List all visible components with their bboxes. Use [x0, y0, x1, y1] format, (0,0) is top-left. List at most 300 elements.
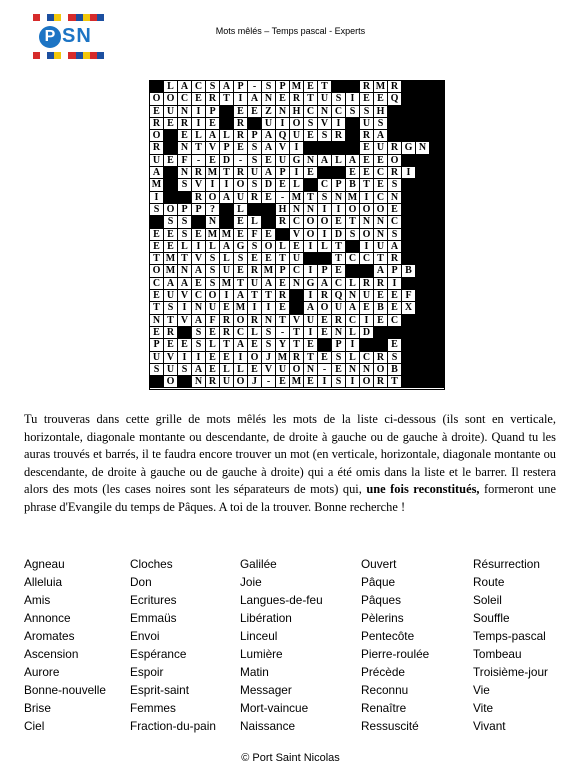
- grid-letter-cell: R: [192, 192, 206, 204]
- grid-letter-cell: U: [220, 265, 234, 277]
- grid-letter-cell: Q: [276, 130, 290, 142]
- grid-letter-cell: U: [290, 130, 304, 142]
- logo-flag: [40, 14, 47, 21]
- grid-letter-cell: E: [178, 339, 192, 351]
- grid-letter-cell: E: [164, 241, 178, 253]
- grid-letter-cell: S: [332, 352, 346, 364]
- grid-letter-cell: N: [276, 106, 290, 118]
- grid-letter-cell: E: [304, 339, 318, 351]
- word-list-item: Ascension: [24, 647, 79, 661]
- grid-black-cell: [430, 130, 444, 142]
- grid-black-cell: [402, 376, 416, 388]
- grid-letter-cell: I: [290, 142, 304, 154]
- grid-letter-cell: C: [318, 179, 332, 191]
- grid-letter-cell: P: [248, 130, 262, 142]
- grid-letter-cell: E: [164, 339, 178, 351]
- grid-letter-cell: S: [388, 179, 402, 191]
- grid-letter-cell: T: [360, 179, 374, 191]
- grid-black-cell: [402, 278, 416, 290]
- grid-letter-cell: G: [290, 155, 304, 167]
- word-list-item: Linceul: [240, 629, 278, 643]
- grid-letter-cell: T: [290, 327, 304, 339]
- logo-flag: [33, 52, 40, 59]
- grid-letter-cell: A: [234, 290, 248, 302]
- word-list-item: Espoir: [130, 665, 164, 679]
- word-list-item: Bonne-nouvelle: [24, 683, 106, 697]
- grid-letter-cell: T: [332, 253, 346, 265]
- grid-letter-cell: E: [206, 327, 220, 339]
- grid-letter-cell: O: [164, 376, 178, 388]
- grid-black-cell: [150, 81, 164, 93]
- grid-letter-cell: U: [318, 93, 332, 105]
- grid-letter-cell: I: [318, 204, 332, 216]
- grid-letter-cell: I: [206, 179, 220, 191]
- grid-letter-cell: R: [220, 315, 234, 327]
- grid-letter-cell: -: [248, 81, 262, 93]
- word-list-item: Aurore: [24, 665, 60, 679]
- grid-black-cell: [416, 315, 430, 327]
- grid-black-cell: [430, 364, 444, 376]
- grid-letter-cell: C: [360, 253, 374, 265]
- grid-letter-cell: E: [332, 265, 346, 277]
- grid-letter-cell: A: [192, 265, 206, 277]
- grid-letter-cell: E: [206, 155, 220, 167]
- grid-black-cell: [164, 192, 178, 204]
- word-list-item: Femmes: [130, 701, 176, 715]
- grid-letter-cell: E: [374, 155, 388, 167]
- grid-letter-cell: V: [192, 253, 206, 265]
- grid-letter-cell: N: [346, 290, 360, 302]
- grid-letter-cell: O: [150, 93, 164, 105]
- grid-letter-cell: U: [290, 253, 304, 265]
- grid-black-cell: [290, 290, 304, 302]
- grid-black-cell: [150, 376, 164, 388]
- grid-letter-cell: E: [290, 241, 304, 253]
- grid-letter-cell: U: [164, 106, 178, 118]
- word-list-item: Vivant: [473, 719, 506, 733]
- grid-black-cell: [262, 204, 276, 216]
- grid-letter-cell: L: [178, 241, 192, 253]
- grid-black-cell: [388, 106, 402, 118]
- grid-letter-cell: E: [304, 81, 318, 93]
- grid-black-cell: [178, 327, 192, 339]
- word-list-item: Galilée: [240, 557, 277, 571]
- grid-letter-cell: B: [402, 265, 416, 277]
- grid-letter-cell: E: [304, 376, 318, 388]
- word-list-item: Vite: [473, 701, 494, 715]
- word-list-column: [361, 556, 429, 736]
- grid-letter-cell: A: [374, 130, 388, 142]
- grid-letter-cell: N: [290, 278, 304, 290]
- grid-letter-cell: L: [290, 179, 304, 191]
- grid-letter-cell: C: [150, 278, 164, 290]
- grid-letter-cell: M: [150, 179, 164, 191]
- copyright-footer: © Port Saint Nicolas: [241, 752, 340, 764]
- grid-black-cell: [164, 142, 178, 154]
- grid-letter-cell: U: [374, 142, 388, 154]
- grid-letter-cell: O: [234, 179, 248, 191]
- grid-black-cell: [402, 352, 416, 364]
- grid-letter-cell: -: [262, 376, 276, 388]
- grid-letter-cell: R: [290, 352, 304, 364]
- grid-letter-cell: M: [374, 81, 388, 93]
- grid-black-cell: [416, 130, 430, 142]
- grid-letter-cell: E: [374, 93, 388, 105]
- grid-letter-cell: P: [178, 204, 192, 216]
- grid-letter-cell: E: [374, 179, 388, 191]
- grid-letter-cell: R: [206, 376, 220, 388]
- grid-letter-cell: R: [318, 290, 332, 302]
- grid-letter-cell: M: [234, 302, 248, 314]
- grid-black-cell: [346, 130, 360, 142]
- word-list-column: [240, 556, 323, 736]
- grid-letter-cell: I: [220, 290, 234, 302]
- grid-letter-cell: R: [374, 278, 388, 290]
- grid-black-cell: [220, 118, 234, 130]
- grid-black-cell: [416, 253, 430, 265]
- grid-letter-cell: J: [262, 352, 276, 364]
- grid-letter-cell: O: [150, 265, 164, 277]
- grid-black-cell: [304, 253, 318, 265]
- grid-letter-cell: S: [178, 229, 192, 241]
- grid-letter-cell: I: [276, 118, 290, 130]
- logo-flag: [97, 14, 104, 21]
- logo-p-circle: P: [39, 26, 61, 48]
- grid-letter-cell: V: [290, 315, 304, 327]
- grid-letter-cell: T: [150, 302, 164, 314]
- grid-letter-cell: M: [290, 192, 304, 204]
- grid-letter-cell: I: [346, 93, 360, 105]
- grid-black-cell: [430, 352, 444, 364]
- grid-black-cell: [402, 339, 416, 351]
- grid-black-cell: [416, 278, 430, 290]
- grid-black-cell: [416, 216, 430, 228]
- grid-letter-cell: P: [318, 265, 332, 277]
- grid-letter-cell: L: [206, 339, 220, 351]
- grid-letter-cell: H: [276, 204, 290, 216]
- grid-letter-cell: I: [318, 376, 332, 388]
- grid-black-cell: [430, 327, 444, 339]
- grid-letter-cell: T: [220, 93, 234, 105]
- grid-letter-cell: E: [192, 93, 206, 105]
- grid-letter-cell: U: [360, 290, 374, 302]
- grid-letter-cell: A: [220, 241, 234, 253]
- grid-letter-cell: R: [374, 352, 388, 364]
- grid-letter-cell: N: [332, 192, 346, 204]
- grid-letter-cell: R: [206, 93, 220, 105]
- grid-letter-cell: L: [346, 278, 360, 290]
- grid-letter-cell: C: [360, 352, 374, 364]
- instructions-text-2: formeront une phrase d'Evangile du temps de Pâques. A toi de la trouver. Bonne recherche !: [24, 482, 556, 514]
- grid-letter-cell: E: [304, 130, 318, 142]
- grid-black-cell: [416, 118, 430, 130]
- grid-black-cell: [388, 118, 402, 130]
- grid-black-cell: [430, 118, 444, 130]
- grid-letter-cell: N: [360, 364, 374, 376]
- grid-letter-cell: N: [374, 229, 388, 241]
- grid-black-cell: [416, 364, 430, 376]
- grid-letter-cell: O: [346, 204, 360, 216]
- grid-letter-cell: S: [262, 339, 276, 351]
- grid-black-cell: [402, 229, 416, 241]
- grid-letter-cell: R: [360, 130, 374, 142]
- grid-letter-cell: P: [150, 339, 164, 351]
- grid-letter-cell: E: [234, 106, 248, 118]
- grid-black-cell: [430, 192, 444, 204]
- grid-letter-cell: T: [388, 376, 402, 388]
- grid-letter-cell: I: [192, 106, 206, 118]
- grid-black-cell: [402, 315, 416, 327]
- grid-letter-cell: N: [150, 315, 164, 327]
- grid-letter-cell: E: [388, 204, 402, 216]
- grid-letter-cell: U: [234, 192, 248, 204]
- grid-black-cell: [346, 142, 360, 154]
- grid-black-cell: [430, 241, 444, 253]
- word-list-item: Aromates: [24, 629, 75, 643]
- grid-letter-cell: E: [164, 155, 178, 167]
- grid-letter-cell: O: [164, 93, 178, 105]
- grid-black-cell: [416, 179, 430, 191]
- grid-black-cell: [164, 167, 178, 179]
- grid-letter-cell: O: [234, 376, 248, 388]
- grid-letter-cell: N: [262, 315, 276, 327]
- grid-letter-cell: O: [206, 290, 220, 302]
- grid-letter-cell: I: [332, 118, 346, 130]
- grid-black-cell: [374, 327, 388, 339]
- grid-letter-cell: I: [178, 302, 192, 314]
- grid-letter-cell: P: [192, 204, 206, 216]
- word-list-item: Ecritures: [130, 593, 177, 607]
- grid-letter-cell: E: [388, 339, 402, 351]
- grid-letter-cell: S: [234, 253, 248, 265]
- grid-letter-cell: E: [234, 216, 248, 228]
- word-list-item: Ciel: [24, 719, 45, 733]
- grid-letter-cell: A: [318, 155, 332, 167]
- grid-letter-cell: L: [234, 204, 248, 216]
- grid-letter-cell: S: [388, 229, 402, 241]
- grid-letter-cell: Y: [276, 339, 290, 351]
- word-list: [24, 556, 564, 736]
- grid-letter-cell: P: [220, 142, 234, 154]
- grid-black-cell: [416, 93, 430, 105]
- grid-letter-cell: L: [332, 155, 346, 167]
- grid-black-cell: [332, 167, 346, 179]
- logo-flag: [68, 52, 75, 59]
- logo-flag: [47, 52, 54, 59]
- grid-letter-cell: S: [192, 339, 206, 351]
- grid-letter-cell: V: [318, 118, 332, 130]
- grid-letter-cell: T: [374, 253, 388, 265]
- grid-letter-cell: R: [360, 278, 374, 290]
- grid-letter-cell: N: [304, 364, 318, 376]
- grid-letter-cell: T: [150, 253, 164, 265]
- grid-letter-cell: G: [234, 241, 248, 253]
- grid-letter-cell: E: [262, 192, 276, 204]
- grid-letter-cell: A: [262, 142, 276, 154]
- grid-letter-cell: I: [304, 241, 318, 253]
- grid-letter-cell: E: [276, 302, 290, 314]
- grid-letter-cell: P: [206, 106, 220, 118]
- grid-black-cell: [416, 376, 430, 388]
- grid-letter-cell: O: [388, 155, 402, 167]
- instructions-text-1: Tu trouveras dans cette grille de mots mêlés les mots de la liste ci-dessous (ils sont en verticale, horizontale, diagonale montante ou descendante, de droite à gauche ou de gauche à droite). Quand tu les auras trouvés et barrés, il te faudra encore trouver un mot (en verticale, horizontale, diagonale montante ou descendante, de droite à gauche ou de gauche à droite) qui a été omis dans la liste et le barrer. Il restera alors des mots (les cases noires sont les séparateurs de mots) qui,: [24, 412, 556, 496]
- grid-letter-cell: I: [360, 241, 374, 253]
- grid-black-cell: [430, 179, 444, 191]
- grid-black-cell: [402, 216, 416, 228]
- grid-letter-cell: T: [346, 216, 360, 228]
- grid-letter-cell: O: [360, 376, 374, 388]
- logo-flag: [40, 52, 47, 59]
- word-list-item: Mort-vaincue: [240, 701, 309, 715]
- grid-black-cell: [248, 118, 262, 130]
- grid-letter-cell: E: [192, 278, 206, 290]
- grid-letter-cell: N: [304, 204, 318, 216]
- word-list-item: Annonce: [24, 611, 71, 625]
- grid-letter-cell: S: [150, 364, 164, 376]
- grid-letter-cell: R: [220, 327, 234, 339]
- word-list-item: Naissance: [240, 719, 296, 733]
- word-list-item: Renaître: [361, 701, 407, 715]
- grid-black-cell: [346, 118, 360, 130]
- grid-letter-cell: R: [164, 327, 178, 339]
- grid-letter-cell: X: [402, 302, 416, 314]
- grid-letter-cell: E: [276, 93, 290, 105]
- word-list-item: Libération: [240, 611, 292, 625]
- grid-black-cell: [416, 302, 430, 314]
- grid-letter-cell: L: [346, 327, 360, 339]
- grid-letter-cell: R: [276, 216, 290, 228]
- grid-letter-cell: A: [192, 364, 206, 376]
- grid-letter-cell: C: [290, 265, 304, 277]
- grid-letter-cell: F: [248, 229, 262, 241]
- grid-letter-cell: E: [220, 302, 234, 314]
- grid-letter-cell: S: [192, 327, 206, 339]
- grid-letter-cell: R: [290, 93, 304, 105]
- grid-letter-cell: L: [248, 216, 262, 228]
- grid-letter-cell: N: [416, 142, 430, 154]
- grid-black-cell: [416, 241, 430, 253]
- grid-black-cell: [430, 302, 444, 314]
- word-list-item: Esprit-saint: [130, 683, 190, 697]
- grid-letter-cell: O: [262, 241, 276, 253]
- grid-black-cell: [346, 81, 360, 93]
- word-search-grid: [149, 80, 445, 390]
- grid-letter-cell: E: [192, 229, 206, 241]
- grid-letter-cell: R: [388, 167, 402, 179]
- grid-letter-cell: E: [332, 216, 346, 228]
- grid-letter-cell: S: [318, 192, 332, 204]
- grid-letter-cell: S: [360, 106, 374, 118]
- grid-letter-cell: A: [248, 93, 262, 105]
- grid-letter-cell: O: [374, 204, 388, 216]
- grid-letter-cell: I: [304, 327, 318, 339]
- word-list-item: Pèlerins: [361, 611, 404, 625]
- grid-letter-cell: T: [262, 290, 276, 302]
- grid-black-cell: [416, 167, 430, 179]
- word-list-item: Pierre-roulée: [361, 647, 430, 661]
- grid-black-cell: [192, 216, 206, 228]
- grid-black-cell: [178, 192, 192, 204]
- grid-letter-cell: -: [276, 192, 290, 204]
- grid-black-cell: [430, 155, 444, 167]
- grid-letter-cell: N: [318, 106, 332, 118]
- grid-black-cell: [402, 81, 416, 93]
- grid-letter-cell: A: [206, 130, 220, 142]
- grid-black-cell: [430, 290, 444, 302]
- grid-letter-cell: E: [318, 315, 332, 327]
- grid-letter-cell: R: [234, 118, 248, 130]
- grid-letter-cell: S: [262, 327, 276, 339]
- grid-letter-cell: L: [206, 241, 220, 253]
- grid-letter-cell: S: [206, 265, 220, 277]
- grid-black-cell: [388, 130, 402, 142]
- grid-letter-cell: S: [262, 81, 276, 93]
- logo-flag: [90, 14, 97, 21]
- grid-letter-cell: S: [206, 278, 220, 290]
- grid-letter-cell: J: [248, 376, 262, 388]
- logo-flag: [33, 14, 40, 21]
- word-list-item: Amis: [24, 593, 51, 607]
- grid-black-cell: [430, 376, 444, 388]
- grid-letter-cell: T: [332, 241, 346, 253]
- grid-letter-cell: L: [192, 130, 206, 142]
- grid-letter-cell: C: [374, 192, 388, 204]
- grid-black-cell: [402, 364, 416, 376]
- logo-flag-strip-bottom: [33, 52, 104, 59]
- grid-black-cell: [402, 179, 416, 191]
- grid-letter-cell: M: [220, 229, 234, 241]
- grid-black-cell: [318, 167, 332, 179]
- grid-letter-cell: I: [234, 93, 248, 105]
- grid-letter-cell: E: [318, 327, 332, 339]
- grid-letter-cell: F: [206, 315, 220, 327]
- grid-black-cell: [262, 216, 276, 228]
- grid-letter-cell: C: [332, 106, 346, 118]
- grid-letter-cell: M: [346, 192, 360, 204]
- grid-letter-cell: O: [248, 352, 262, 364]
- logo-flag: [54, 14, 61, 21]
- grid-letter-cell: R: [388, 142, 402, 154]
- grid-letter-cell: C: [192, 81, 206, 93]
- grid-letter-cell: T: [248, 290, 262, 302]
- grid-black-cell: [416, 106, 430, 118]
- grid-black-cell: [374, 339, 388, 351]
- grid-letter-cell: E: [248, 339, 262, 351]
- grid-letter-cell: S: [248, 155, 262, 167]
- grid-black-cell: [416, 327, 430, 339]
- grid-letter-cell: R: [332, 315, 346, 327]
- grid-letter-cell: R: [234, 130, 248, 142]
- grid-black-cell: [332, 142, 346, 154]
- grid-letter-cell: S: [346, 106, 360, 118]
- grid-letter-cell: D: [262, 179, 276, 191]
- grid-letter-cell: R: [388, 253, 402, 265]
- grid-black-cell: [416, 155, 430, 167]
- grid-letter-cell: C: [178, 93, 192, 105]
- grid-letter-cell: E: [178, 130, 192, 142]
- grid-black-cell: [430, 315, 444, 327]
- grid-letter-cell: U: [164, 364, 178, 376]
- grid-letter-cell: U: [304, 315, 318, 327]
- grid-letter-cell: E: [234, 142, 248, 154]
- grid-letter-cell: U: [276, 364, 290, 376]
- grid-letter-cell: L: [318, 241, 332, 253]
- grid-letter-cell: R: [276, 290, 290, 302]
- grid-letter-cell: E: [360, 302, 374, 314]
- grid-letter-cell: L: [220, 130, 234, 142]
- logo-flag-strip-top: [33, 14, 104, 21]
- grid-letter-cell: T: [318, 81, 332, 93]
